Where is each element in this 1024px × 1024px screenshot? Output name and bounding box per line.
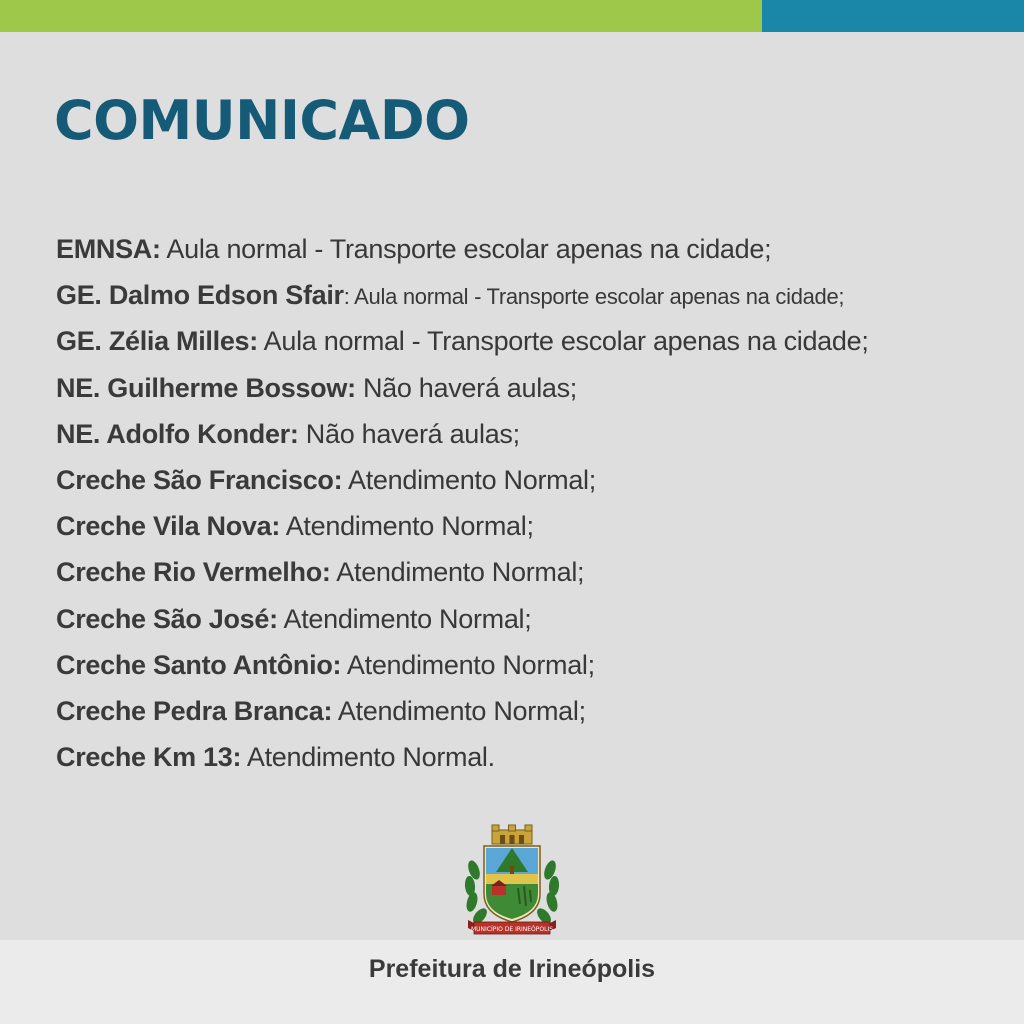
list-item: [56, 642, 1016, 688]
list-item: [56, 365, 1016, 411]
shield: [484, 846, 540, 922]
school-name: Creche Santo Antônio:: [56, 649, 342, 680]
school-status: Aula normal - Transporte escolar apenas na cidade;: [160, 234, 772, 264]
page-title: COMUNICADO: [54, 89, 470, 152]
list-item: [56, 734, 1016, 780]
school-status: Atendimento Normal;: [280, 511, 534, 542]
school-name: NE. Guilherme Bossow:: [56, 372, 356, 403]
school-name: EMNSA:: [56, 234, 161, 264]
school-name: Creche Rio Vermelho:: [56, 557, 331, 588]
school-status: Não haverá aulas;: [355, 372, 578, 403]
list-item: [56, 457, 1016, 503]
school-status: Atendimento Normal;: [342, 464, 596, 495]
list-item: [56, 596, 1016, 642]
ribbon: [468, 920, 556, 934]
top-bar-blue: [762, 0, 1024, 32]
list-item: [56, 688, 1016, 734]
municipal-crest-icon: [462, 822, 562, 938]
school-name: Creche Vila Nova:: [56, 511, 281, 542]
ribbon-text: MUNICÍPIO DE IRINEÓPOLIS: [470, 926, 554, 933]
school-name: Creche São Francisco:: [56, 464, 343, 495]
mural-crown: [492, 825, 532, 844]
school-name: GE. Dalmo Edson Sfair: [56, 280, 344, 311]
school-name: NE. Adolfo Konder:: [56, 418, 299, 449]
list-item: [56, 411, 1016, 457]
school-status-list: [56, 226, 1016, 780]
school-name: Creche Pedra Branca:: [56, 695, 333, 726]
school-status: Aula normal - Transporte escolar apenas na cidade;: [257, 326, 869, 357]
school-status: : Aula normal - Transporte escolar apenas na cidade;: [343, 284, 845, 310]
school-status: Atendimento Normal;: [330, 557, 585, 588]
list-item: [56, 503, 1016, 549]
school-status: Atendimento Normal;: [341, 649, 595, 680]
list-item: [56, 318, 1016, 364]
school-status: Não haverá aulas;: [298, 418, 520, 449]
school-status: Atendimento Normal;: [277, 603, 532, 634]
list-item: [56, 272, 1016, 318]
top-bar-green: [0, 0, 762, 32]
school-name: GE. Zélia Milles:: [56, 326, 258, 357]
list-item: [56, 549, 1016, 595]
school-name: Creche Km 13:: [56, 742, 242, 773]
school-name: Creche São José:: [56, 603, 278, 634]
school-status: Atendimento Normal;: [332, 695, 586, 726]
school-status: Atendimento Normal.: [241, 742, 495, 773]
list-item: [56, 226, 1016, 272]
footer-text: Prefeitura de Irineópolis: [368, 955, 656, 983]
